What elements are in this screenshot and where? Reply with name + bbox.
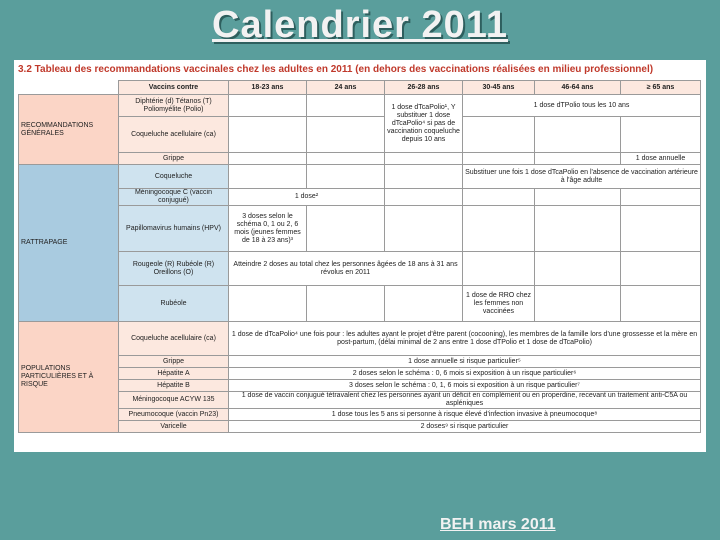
vaccine-name: Diphtérie (d) Tétanos (T) Poliomyélite (Polio) bbox=[119, 95, 229, 117]
header-cell: 26-28 ans bbox=[385, 81, 463, 95]
table-cell: 1 dose tous les 5 ans si personne à risque élevé d'infection invasive à pneumocoque⁸ bbox=[229, 409, 701, 421]
table-cell: 1 dose annuelle bbox=[621, 153, 701, 165]
table-row bbox=[19, 368, 701, 380]
vaccine-name: Hépatite B bbox=[119, 380, 229, 392]
table-row bbox=[19, 206, 701, 252]
group-label: RATTRAPAGE bbox=[19, 165, 119, 322]
header-cell: 18-23 ans bbox=[229, 81, 307, 95]
vaccine-name: Rougeole (R) Rubéole (R) Oreillons (O) bbox=[119, 252, 229, 286]
table-cell: 2 doses⁹ si risque particulier bbox=[229, 421, 701, 433]
table-cell: Substituer une fois 1 dose dTcaPolio en l'absence de vaccination artérieure à l'âge adulte bbox=[463, 165, 701, 189]
vaccine-name: Coqueluche acellulaire (ca) bbox=[119, 117, 229, 153]
table-row bbox=[19, 322, 701, 356]
table-cell: 1 dose² bbox=[229, 189, 385, 206]
table-row bbox=[19, 356, 701, 368]
table-cell: 1 dose de dTcaPolio⁴ une fois pour : les adultes ayant le projet d'être parent (cocooning), les membres de la famille lors d'une grossesse et la mère en post-partum, (délai minimal de 2 ans entre 1 dose dTPolio et 1 dose de dTcaPolio) bbox=[229, 322, 701, 356]
vaccine-name: Grippe bbox=[119, 153, 229, 165]
table-title: 3.2 Tableau des recommandations vaccinales chez les adultes en 2011 (en dehors des vaccinations réalisées en milieu professionnel) bbox=[18, 64, 654, 75]
table-cell: 2 doses selon le schéma : 0, 6 mois si exposition à un risque particulier⁶ bbox=[229, 368, 701, 380]
header-cell: Vaccins contre bbox=[119, 81, 229, 95]
table-row bbox=[19, 252, 701, 286]
table-cell: 3 doses selon le schéma 0, 1 ou 2, 6 mois (jeunes femmes de 18 à 23 ans)³ bbox=[229, 206, 307, 252]
footer-source: BEH mars 2011 bbox=[440, 516, 556, 533]
table-cell: 1 dose de vaccin conjugué tétravalent chez les personnes ayant un déficit en complément ou en properdine, recevant un traitement anti-C5A ou aspléniques bbox=[229, 392, 701, 409]
slide-title: Calendrier 2011 bbox=[212, 4, 508, 46]
header-cell: ≥ 65 ans bbox=[621, 81, 701, 95]
vaccine-name: Varicelle bbox=[119, 421, 229, 433]
vaccine-name: Rubéole bbox=[119, 286, 229, 322]
header-cell: 30-45 ans bbox=[463, 81, 535, 95]
vaccine-name: Méningocoque C (vaccin conjugué) bbox=[119, 189, 229, 206]
table-cell: 1 dose dTcaPolio¹, Y substituer 1 dose dTcaPolio⁴ si pas de vaccination coqueluche depuis 10 ans bbox=[385, 95, 463, 153]
table-row bbox=[19, 286, 701, 322]
group-label: RECOMMANDATIONS GÉNÉRALES bbox=[19, 95, 119, 165]
vaccine-name: Coqueluche acellulaire (ca) bbox=[119, 322, 229, 356]
table-cell: 3 doses selon le schéma : 0, 1, 6 mois si exposition à un risque particulier⁷ bbox=[229, 380, 701, 392]
group-label: POPULATIONS PARTICULIÈRES ET À RISQUE bbox=[19, 322, 119, 433]
table-row bbox=[19, 380, 701, 392]
table-row bbox=[19, 153, 701, 165]
table-row bbox=[19, 392, 701, 409]
table-row bbox=[19, 421, 701, 433]
recommendations-table-image bbox=[14, 60, 706, 452]
header-cell: 24 ans bbox=[307, 81, 385, 95]
table-row bbox=[19, 165, 701, 189]
vaccine-name: Grippe bbox=[119, 356, 229, 368]
vaccine-name: Pneumocoque (vaccin Pn23) bbox=[119, 409, 229, 421]
table-cell: 1 dose dTPolio tous les 10 ans bbox=[463, 95, 701, 117]
vaccination-table bbox=[18, 80, 701, 433]
table-row bbox=[19, 95, 701, 117]
vaccine-name: Hépatite A bbox=[119, 368, 229, 380]
table-row bbox=[19, 117, 701, 153]
table-row bbox=[19, 409, 701, 421]
vaccine-name: Papillomavirus humains (HPV) bbox=[119, 206, 229, 252]
table-cell: Atteindre 2 doses au total chez les personnes âgées de 18 ans à 31 ans révolus en 2011 bbox=[229, 252, 463, 286]
table-cell: 1 dose annuelle si risque particulier⁵ bbox=[229, 356, 701, 368]
header-row bbox=[19, 81, 701, 95]
table-cell: 1 dose de RRO chez les femmes non vaccinées bbox=[463, 286, 535, 322]
table-row bbox=[19, 189, 701, 206]
vaccine-name: Coqueluche bbox=[119, 165, 229, 189]
vaccine-name: Méningocoque ACYW 135 bbox=[119, 392, 229, 409]
header-cell: 46-64 ans bbox=[535, 81, 621, 95]
